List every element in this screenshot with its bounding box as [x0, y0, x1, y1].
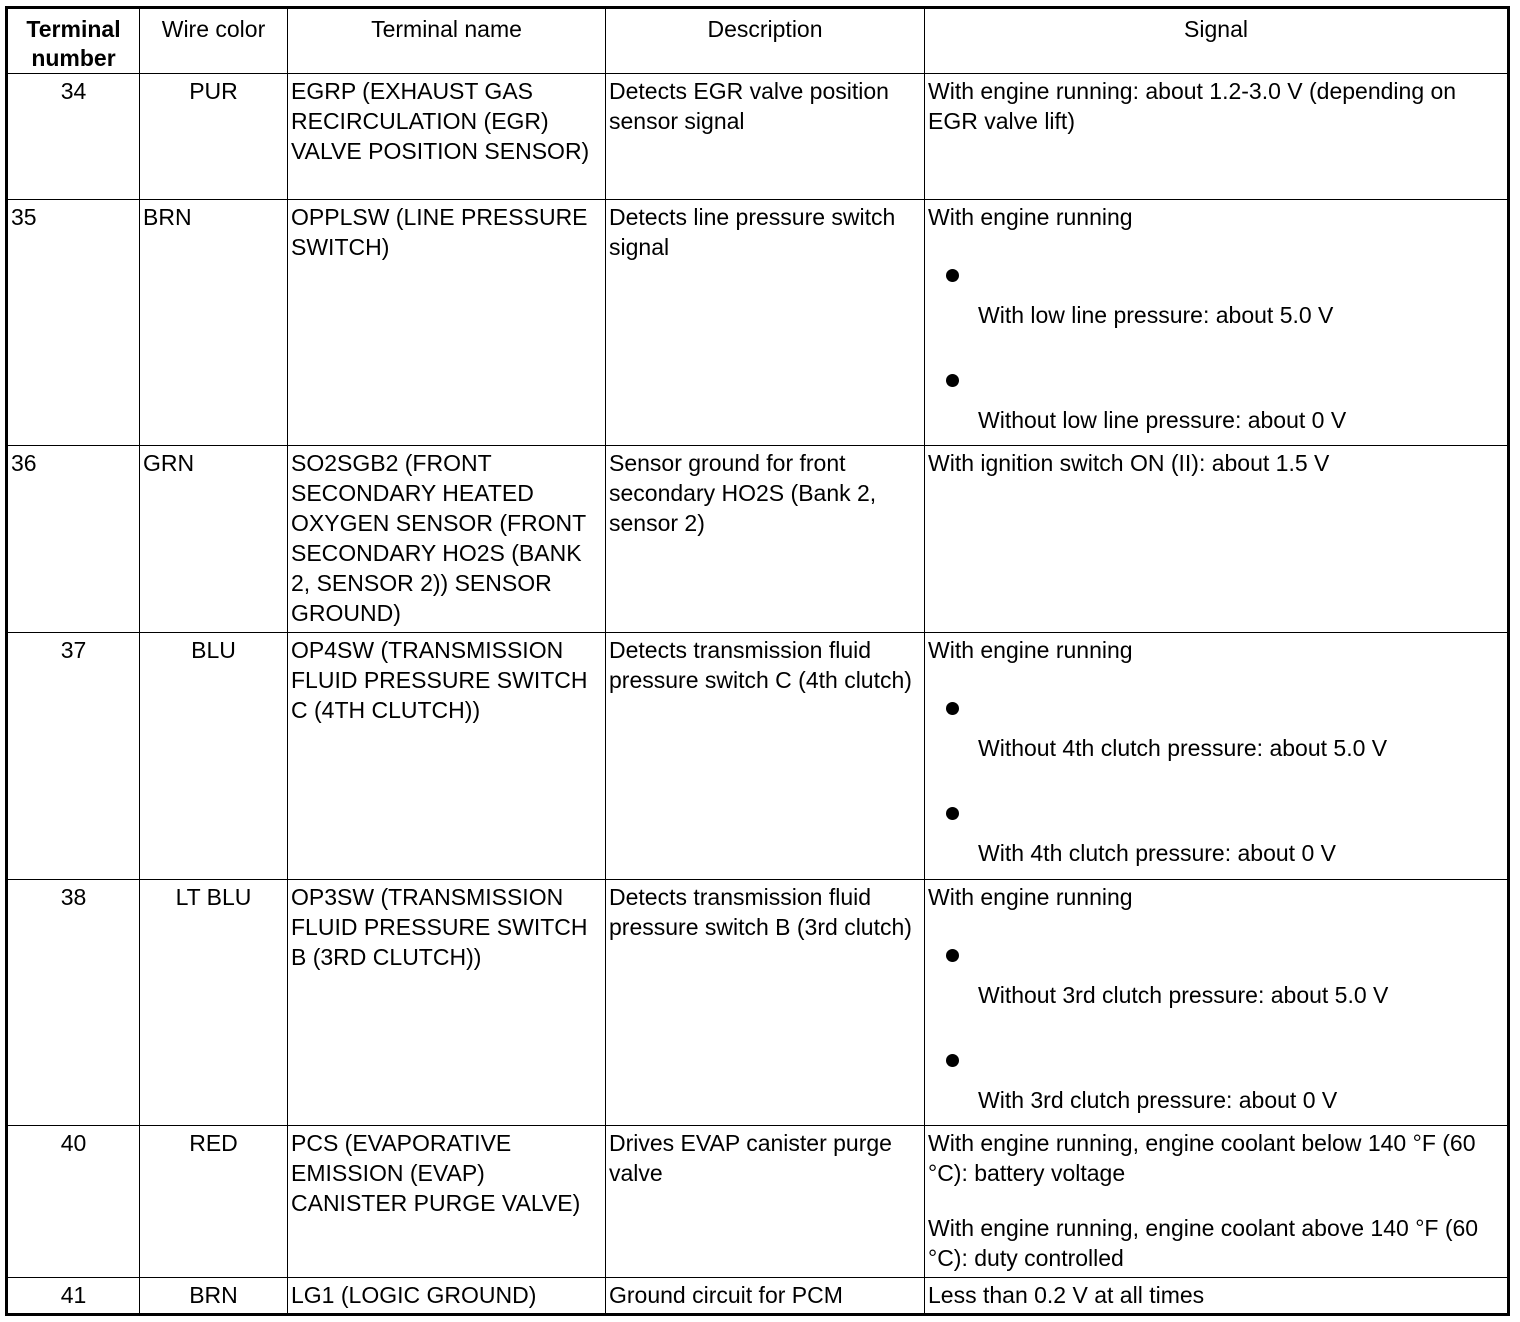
wire-color: LT BLU: [140, 880, 288, 1126]
table-row: [7, 633, 1509, 880]
terminal-table: [5, 6, 1510, 1316]
signal: [925, 880, 1509, 1126]
header-description: Description: [606, 8, 925, 74]
signal-paragraph: With engine running, engine coolant above 140 °F (60 °C): duty controlled: [928, 1215, 1479, 1271]
terminal-name: PCS (EVAPORATIVE EMISSION (EVAP) CANISTER PURGE VALVE): [288, 1126, 606, 1278]
signal-bullet-text: Without low line pressure: about 0 V: [978, 407, 1347, 433]
signal-bullet-text: With low line pressure: about 5.0 V: [978, 302, 1334, 328]
header-terminal-name: Terminal name: [288, 8, 606, 74]
signal-bullet-text: Without 4th clutch pressure: about 5.0 V: [978, 735, 1388, 761]
terminal-name: LG1 (LOGIC GROUND): [288, 1278, 606, 1315]
terminal-name: SO2SGB2 (FRONT SECONDARY HEATED OXYGEN SENSOR (FRONT SECONDARY HO2S (BANK 2, SENSOR 2)) SENSOR GROUND): [288, 446, 606, 633]
wire-color: GRN: [140, 446, 288, 633]
table-row: [7, 446, 1509, 633]
description: Sensor ground for front secondary HO2S (Bank 2, sensor 2): [606, 446, 925, 633]
bullet-icon: [946, 269, 959, 282]
terminal-number: 36: [7, 446, 140, 633]
wire-color: BRN: [140, 200, 288, 446]
signal-paragraph: With engine running, engine coolant below 140 °F (60 °C): battery voltage: [928, 1130, 1476, 1186]
terminal-name: OP3SW (TRANSMISSION FLUID PRESSURE SWITCH B (3RD CLUTCH)): [288, 880, 606, 1126]
signal: [925, 633, 1509, 880]
wire-color: BRN: [140, 1278, 288, 1315]
list-item: [928, 232, 1504, 337]
signal: [925, 200, 1509, 446]
bullet-icon: [946, 807, 959, 820]
table-row: [7, 74, 1509, 200]
wire-color: PUR: [140, 74, 288, 200]
terminal-number: 34: [7, 74, 140, 200]
header-wire-color: Wire color: [140, 8, 288, 74]
bullet-icon: [946, 374, 959, 387]
table-row: [7, 880, 1509, 1126]
terminal-name: OP4SW (TRANSMISSION FLUID PRESSURE SWITCH C (4TH CLUTCH)): [288, 633, 606, 880]
header-terminal-number: Terminal number: [7, 8, 140, 74]
signal: Less than 0.2 V at all times: [925, 1278, 1509, 1315]
terminal-name: EGRP (EXHAUST GAS RECIRCULATION (EGR) VALVE POSITION SENSOR): [288, 74, 606, 200]
description: Detects line pressure switch signal: [606, 200, 925, 446]
terminal-number: 38: [7, 880, 140, 1126]
terminal-number: 37: [7, 633, 140, 880]
list-item: [928, 665, 1504, 770]
terminal-number: 40: [7, 1126, 140, 1278]
terminal-number: 41: [7, 1278, 140, 1315]
signal-heading: With engine running: [928, 637, 1133, 663]
description: Detects transmission fluid pressure switch C (4th clutch): [606, 633, 925, 880]
header-signal: Signal: [925, 8, 1509, 74]
list-item: [928, 770, 1504, 875]
table-row: [7, 1126, 1509, 1278]
terminal-name: OPPLSW (LINE PRESSURE SWITCH): [288, 200, 606, 446]
bullet-icon: [946, 702, 959, 715]
list-item: [928, 337, 1504, 442]
terminal-number: 35: [7, 200, 140, 446]
signal: With ignition switch ON (II): about 1.5 V: [925, 446, 1509, 633]
wire-color: BLU: [140, 633, 288, 880]
bullet-icon: [946, 949, 959, 962]
signal-heading: With engine running: [928, 204, 1133, 230]
bullet-icon: [946, 1054, 959, 1067]
wire-color: RED: [140, 1126, 288, 1278]
list-item: [928, 912, 1504, 1017]
table-row: [7, 200, 1509, 446]
signal-bullet-text: With 4th clutch pressure: about 0 V: [978, 840, 1336, 866]
signal: [925, 1126, 1509, 1278]
description: Drives EVAP canister purge valve: [606, 1126, 925, 1278]
description: Ground circuit for PCM: [606, 1278, 925, 1315]
signal-heading: With engine running: [928, 884, 1133, 910]
description: Detects transmission fluid pressure switch B (3rd clutch): [606, 880, 925, 1126]
header-row: [7, 8, 1509, 74]
signal-bullet-text: With 3rd clutch pressure: about 0 V: [978, 1087, 1338, 1113]
description: Detects EGR valve position sensor signal: [606, 74, 925, 200]
list-item: [928, 1017, 1504, 1122]
signal: With engine running: about 1.2-3.0 V (depending on EGR valve lift): [925, 74, 1509, 200]
signal-bullet-text: Without 3rd clutch pressure: about 5.0 V: [978, 982, 1389, 1008]
table-row: [7, 1278, 1509, 1315]
